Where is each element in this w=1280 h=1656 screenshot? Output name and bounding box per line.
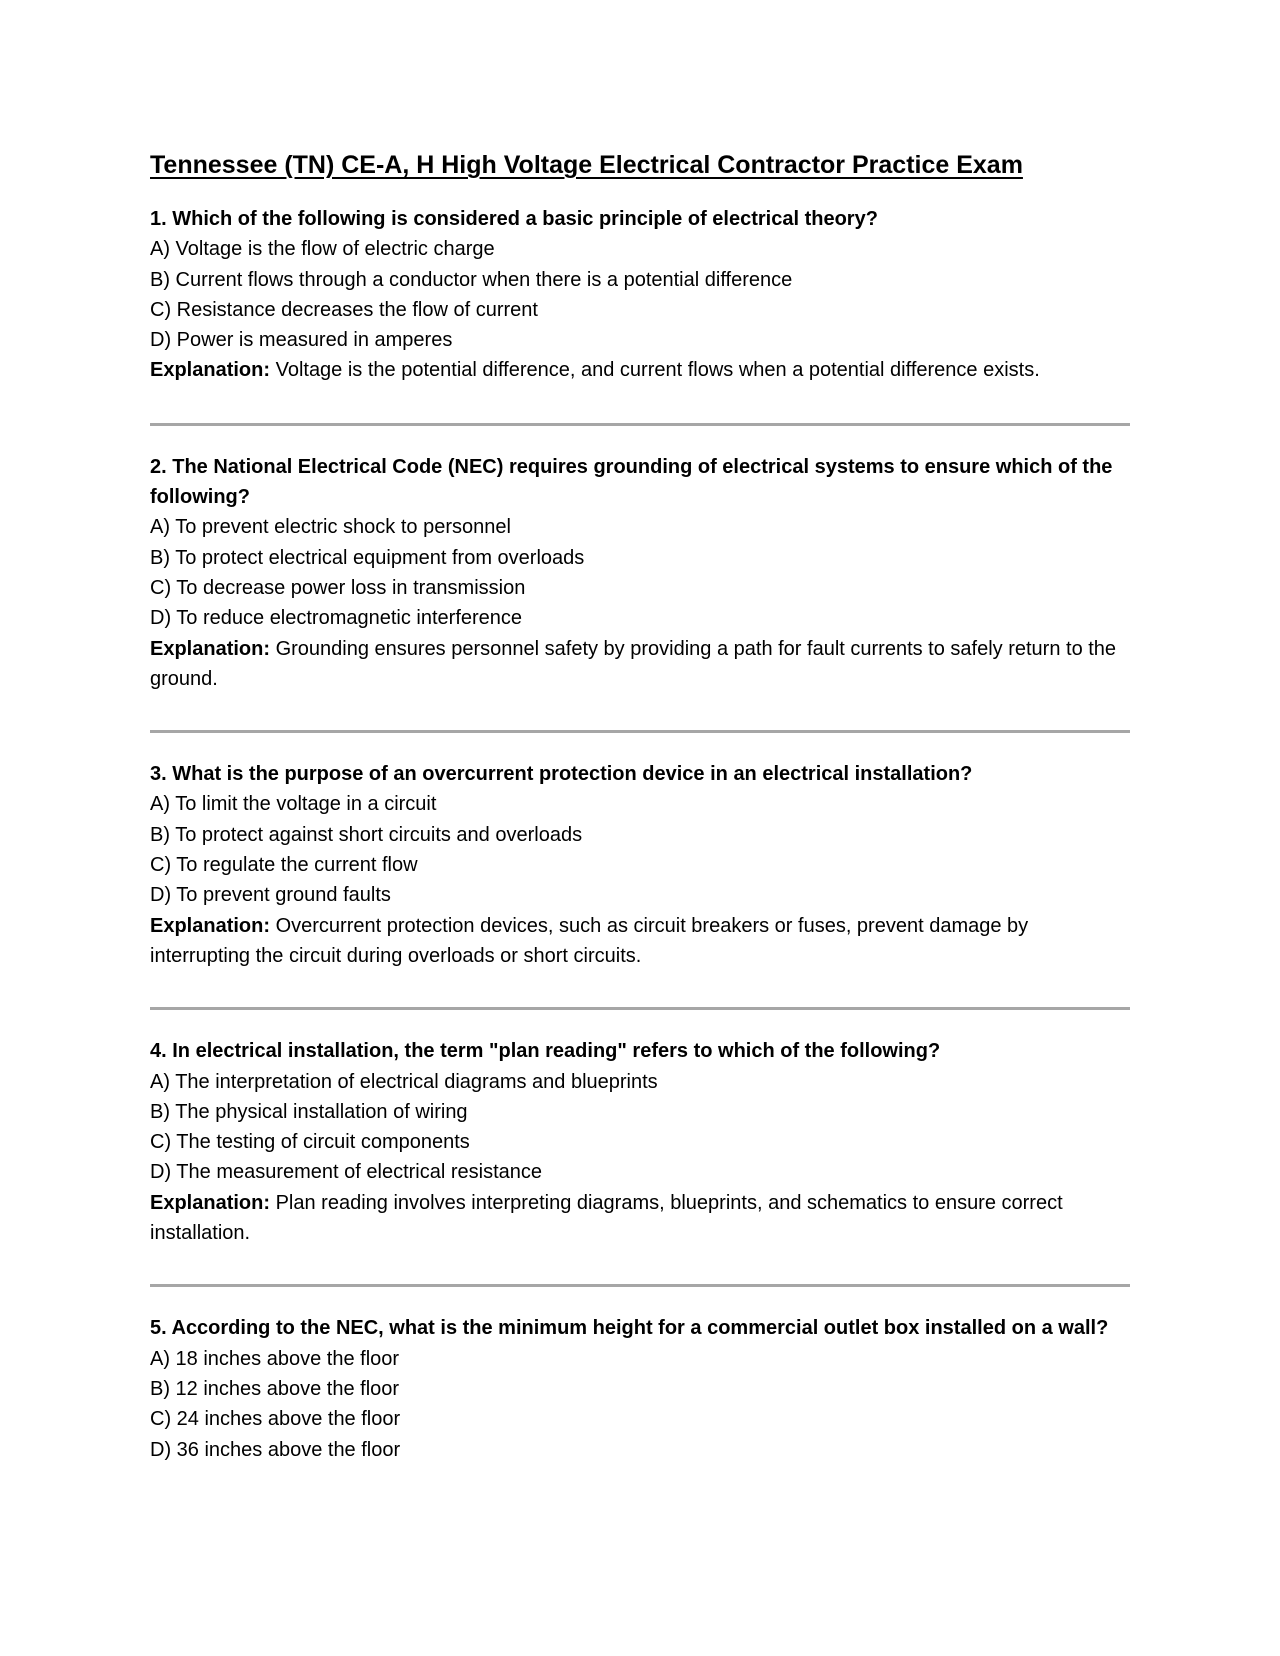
question-text: 3. What is the purpose of an overcurrent protection device in an electrical installation?: [150, 763, 973, 786]
divider: [150, 730, 1130, 733]
option-b: B) Current flows through a conductor when there is a potential difference: [150, 268, 793, 291]
option-d: D) 36 inches above the floor: [150, 1438, 401, 1461]
explanation-label: Explanation:: [150, 1191, 271, 1214]
explanation-text: Plan reading involves interpreting diagrams, blueprints, and schematics to ensure correct installation.: [150, 1191, 1063, 1245]
option-c: C) 24 inches above the floor: [150, 1408, 401, 1431]
option-b: B) To protect against short circuits and overloads: [150, 823, 583, 846]
explanation-text: Voltage is the potential difference, and current flows when a potential difference exists.: [275, 359, 1040, 382]
question-text: 1. Which of the following is considered a basic principle of electrical theory?: [150, 208, 878, 230]
explanation-text: Grounding ensures personnel safety by providing a path for fault currents to safely return to the ground.: [150, 637, 1117, 690]
explanation: [150, 911, 1130, 972]
option-d: D) The measurement of electrical resistance: [150, 1161, 543, 1184]
page-title: Tennessee (TN) CE-A, H High Voltage Electrical Contractor Practice Exam: [150, 151, 1023, 179]
divider: [150, 1007, 1130, 1010]
option-b: B) The physical installation of wiring: [150, 1100, 468, 1123]
explanation-label: Explanation:: [150, 637, 271, 660]
question-2: [150, 452, 1130, 694]
option-c: C) The testing of circuit components: [150, 1131, 470, 1154]
document-page: [150, 148, 1130, 1465]
question-4: [150, 1036, 1130, 1248]
question-3: [150, 759, 1130, 971]
question-text: 5. According to the NEC, what is the minimum height for a commercial outlet box installed on a wall?: [150, 1317, 1109, 1340]
question-1: [150, 204, 1130, 386]
question-text: 2. The National Electrical Code (NEC) requires grounding of electrical systems to ensure which of the following?: [150, 455, 1113, 509]
explanation: [150, 634, 1130, 695]
explanation: [150, 355, 1130, 385]
option-b: B) To protect electrical equipment from overloads: [150, 546, 585, 569]
explanation-text: Overcurrent protection devices, such as circuit breakers or fuses, prevent damage by interrupting the circuit during overloads or short circuits.: [150, 914, 1029, 967]
option-c: C) To regulate the current flow: [150, 854, 418, 877]
option-a: A) To limit the voltage in a circuit: [150, 793, 437, 816]
option-a: A) To prevent electric shock to personnel: [150, 516, 511, 539]
explanation-label: Explanation:: [150, 914, 271, 937]
question-5: [150, 1313, 1130, 1464]
option-a: A) Voltage is the flow of electric charge: [150, 238, 495, 261]
question-text: 4. In electrical installation, the term "plan reading" refers to which of the following?: [150, 1040, 941, 1063]
option-a: A) 18 inches above the floor: [150, 1347, 400, 1370]
option-a: A) The interpretation of electrical diagrams and blueprints: [150, 1070, 658, 1093]
divider: [150, 1284, 1130, 1287]
option-c: C) Resistance decreases the flow of current: [150, 298, 538, 321]
option-c: C) To decrease power loss in transmission: [150, 576, 526, 599]
option-d: D) Power is measured in amperes: [150, 329, 453, 352]
divider: [150, 423, 1130, 426]
explanation: [150, 1188, 1130, 1249]
option-d: D) To prevent ground faults: [150, 884, 391, 907]
explanation-label: Explanation:: [150, 359, 271, 382]
option-d: D) To reduce electromagnetic interference: [150, 607, 523, 630]
option-b: B) 12 inches above the floor: [150, 1377, 400, 1400]
